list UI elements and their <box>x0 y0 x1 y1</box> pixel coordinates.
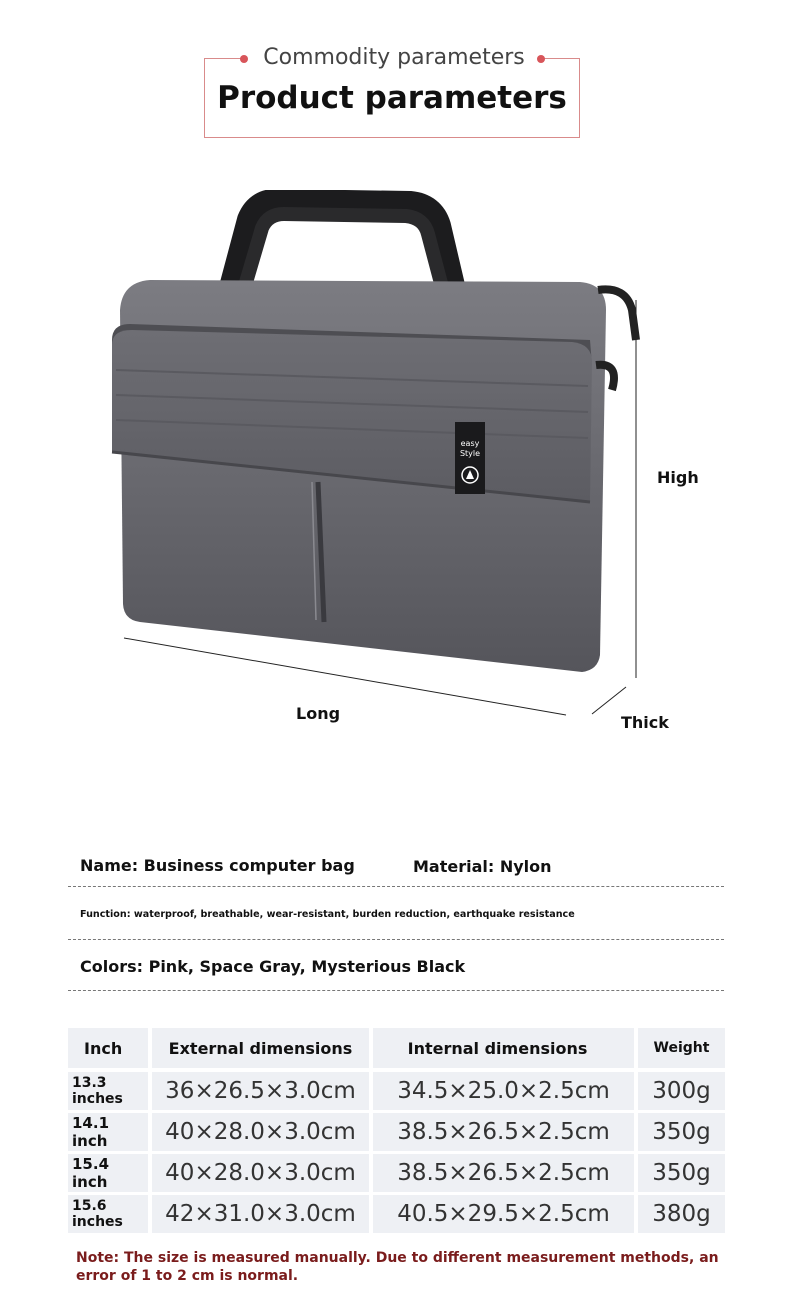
table-cell-internal: 34.5×25.0×2.5cm <box>373 1072 634 1110</box>
page-title: Product parameters <box>217 80 567 116</box>
brand-tag-line2: Style <box>459 449 481 458</box>
table-cell-size: 15.4 inch <box>68 1154 148 1192</box>
header-dot-left <box>240 55 248 63</box>
table-cell-external: 36×26.5×3.0cm <box>152 1072 369 1110</box>
info-material: Material: Nylon <box>413 857 552 876</box>
divider-3 <box>68 990 724 991</box>
table-header-external: External dimensions <box>152 1028 369 1068</box>
divider-1 <box>68 886 724 887</box>
info-function: Function: waterproof, breathable, wear-resistant, burden reduction, earthquake resistance <box>80 909 575 920</box>
table-cell-internal: 38.5×26.5×2.5cm <box>373 1113 634 1151</box>
table-cell-size: 13.3 inches <box>68 1072 148 1110</box>
table-cell-external: 42×31.0×3.0cm <box>152 1195 369 1233</box>
table-cell-size: 15.6 inches <box>68 1195 148 1233</box>
dim-label-high: High <box>657 468 699 487</box>
table-cell-internal: 40.5×29.5×2.5cm <box>373 1195 634 1233</box>
info-name: Name: Business computer bag <box>80 856 355 875</box>
measurement-note: Note: The size is measured manually. Due to different measurement methods, an error of 1 to 2 cm is normal. <box>76 1250 719 1284</box>
table-cell-weight: 350g <box>638 1154 725 1192</box>
thickness-dimension-line <box>592 687 626 714</box>
table-cell-external: 40×28.0×3.0cm <box>152 1154 369 1192</box>
table-cell-internal: 38.5×26.5×2.5cm <box>373 1154 634 1192</box>
dim-label-thick: Thick <box>621 713 669 732</box>
info-colors: Colors: Pink, Space Gray, Mysterious Black <box>80 957 466 976</box>
table-cell-weight: 300g <box>638 1072 725 1110</box>
table-header-inch: Inch <box>68 1028 148 1068</box>
table-cell-weight: 350g <box>638 1113 725 1151</box>
table-cell-size: 14.1 inch <box>68 1113 148 1151</box>
table-cell-external: 40×28.0×3.0cm <box>152 1113 369 1151</box>
header-frame-top-left <box>204 58 242 59</box>
header-frame-top-right <box>544 58 580 59</box>
table-cell-weight: 380g <box>638 1195 725 1233</box>
table-header-internal: Internal dimensions <box>373 1028 634 1068</box>
divider-2 <box>68 939 724 940</box>
dim-label-long: Long <box>296 704 341 723</box>
header-subtitle: Commodity parameters <box>263 45 525 70</box>
brand-tag-line1: easy <box>460 439 480 448</box>
table-header-weight: Weight <box>638 1028 725 1068</box>
